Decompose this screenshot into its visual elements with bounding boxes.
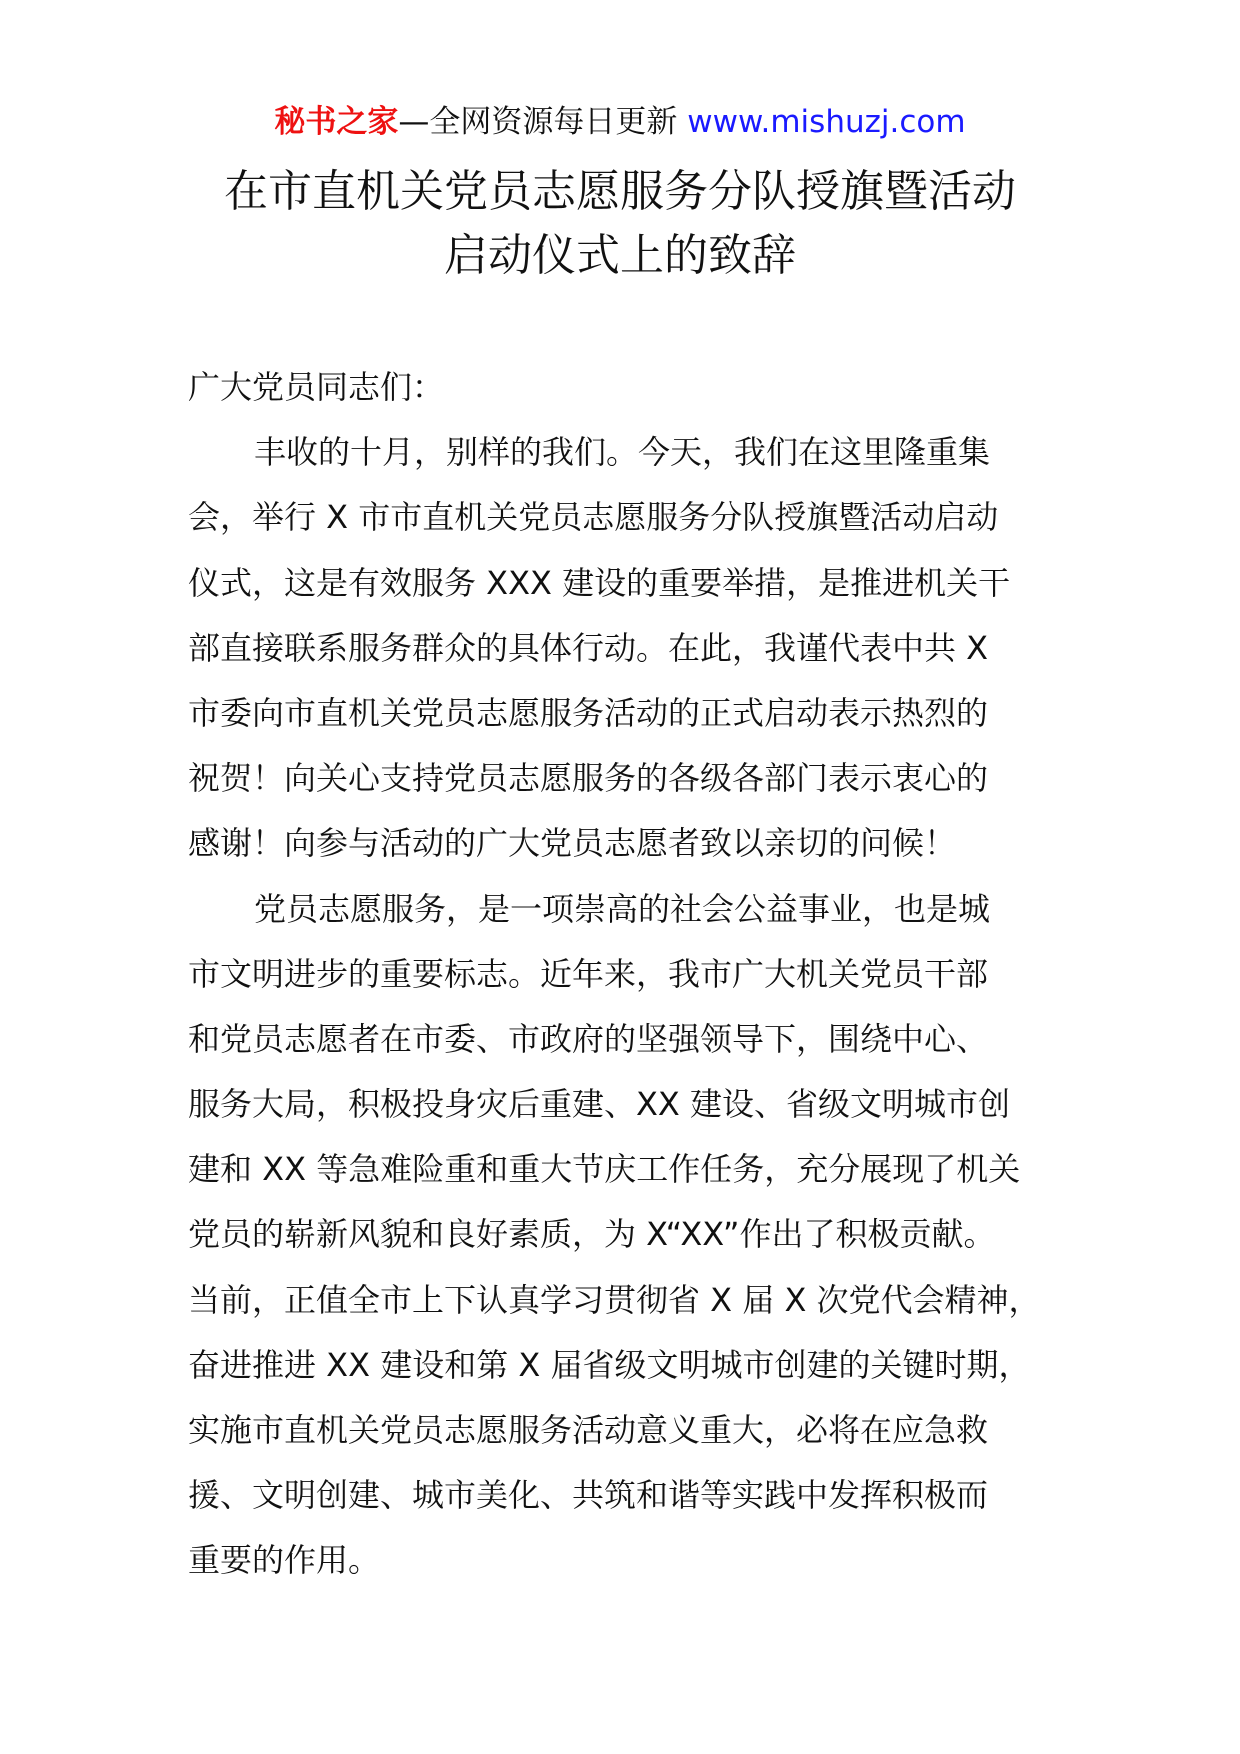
paragraph-line: 援、文明创建、城市美化、共筑和谐等实践中发挥积极而 xyxy=(188,1476,989,1515)
paragraph-line: 当前，正值全市上下认真学习贯彻省 X 届 X 次党代会精神， xyxy=(188,1280,1041,1319)
paragraph-line: 市委向市直机关党员志愿服务活动的正式启动表示热烈的 xyxy=(188,693,989,732)
paragraph-line: 党员志愿服务，是一项崇高的社会公益事业，也是城 xyxy=(254,889,991,928)
paragraph-line: 和党员志愿者在市委、市政府的坚强领导下，围绕中心、 xyxy=(188,1019,989,1058)
paragraph-line: 仪式，这是有效服务 XXX 建设的重要举措，是推进机关干 xyxy=(188,563,1011,602)
paragraph-line: 重要的作用。 xyxy=(188,1541,381,1580)
paragraph-line: 会，举行 X 市市直机关党员志愿服务分队授旗暨活动启动 xyxy=(188,498,999,537)
salutation: 广大党员同志们： xyxy=(188,368,445,406)
document-title xyxy=(150,160,1090,288)
site-brand: 秘书之家 xyxy=(274,104,399,140)
paragraph-line: 市文明进步的重要标志。近年来，我市广大机关党员干部 xyxy=(188,954,989,993)
paragraph-line: 感谢！向参与活动的广大党员志愿者致以亲切的问候！ xyxy=(188,824,957,863)
site-url-link[interactable]: www.mishuzj.com xyxy=(687,104,966,140)
paragraph-line: 服务大局，积极投身灾后重建、XX 建设、省级文明城市创 xyxy=(188,1085,1011,1124)
paragraph-1 xyxy=(188,420,1088,876)
paragraph-2 xyxy=(188,877,1088,1594)
site-header xyxy=(0,100,1240,144)
paragraph-line: 部直接联系服务群众的具体行动。在此，我谨代表中共 X xyxy=(188,628,989,667)
paragraph-line: 奋进推进 XX 建设和第 X 届省级文明城市创建的关键时期， xyxy=(188,1345,1031,1384)
title-line-2: 启动仪式上的致辞 xyxy=(444,230,796,281)
title-line-1: 在市直机关党员志愿服务分队授旗暨活动 xyxy=(224,166,1016,217)
paragraph-line: 祝贺！向关心支持党员志愿服务的各级各部门表示衷心的 xyxy=(188,759,989,798)
paragraph-line: 丰收的十月，别样的我们。今天，我们在这里隆重集 xyxy=(254,433,991,472)
site-tagline: —全网资源每日更新 xyxy=(398,104,678,140)
document-body xyxy=(188,355,1088,1594)
paragraph-line: 建和 XX 等急难险重和重大节庆工作任务，充分展现了机关 xyxy=(188,1150,1021,1189)
paragraph-line: 实施市直机关党员志愿服务活动意义重大，必将在应急救 xyxy=(188,1411,989,1449)
paragraph-line: 党员的崭新风貌和良好素质，为 X“XX”作出了积极贡献。 xyxy=(188,1215,996,1254)
